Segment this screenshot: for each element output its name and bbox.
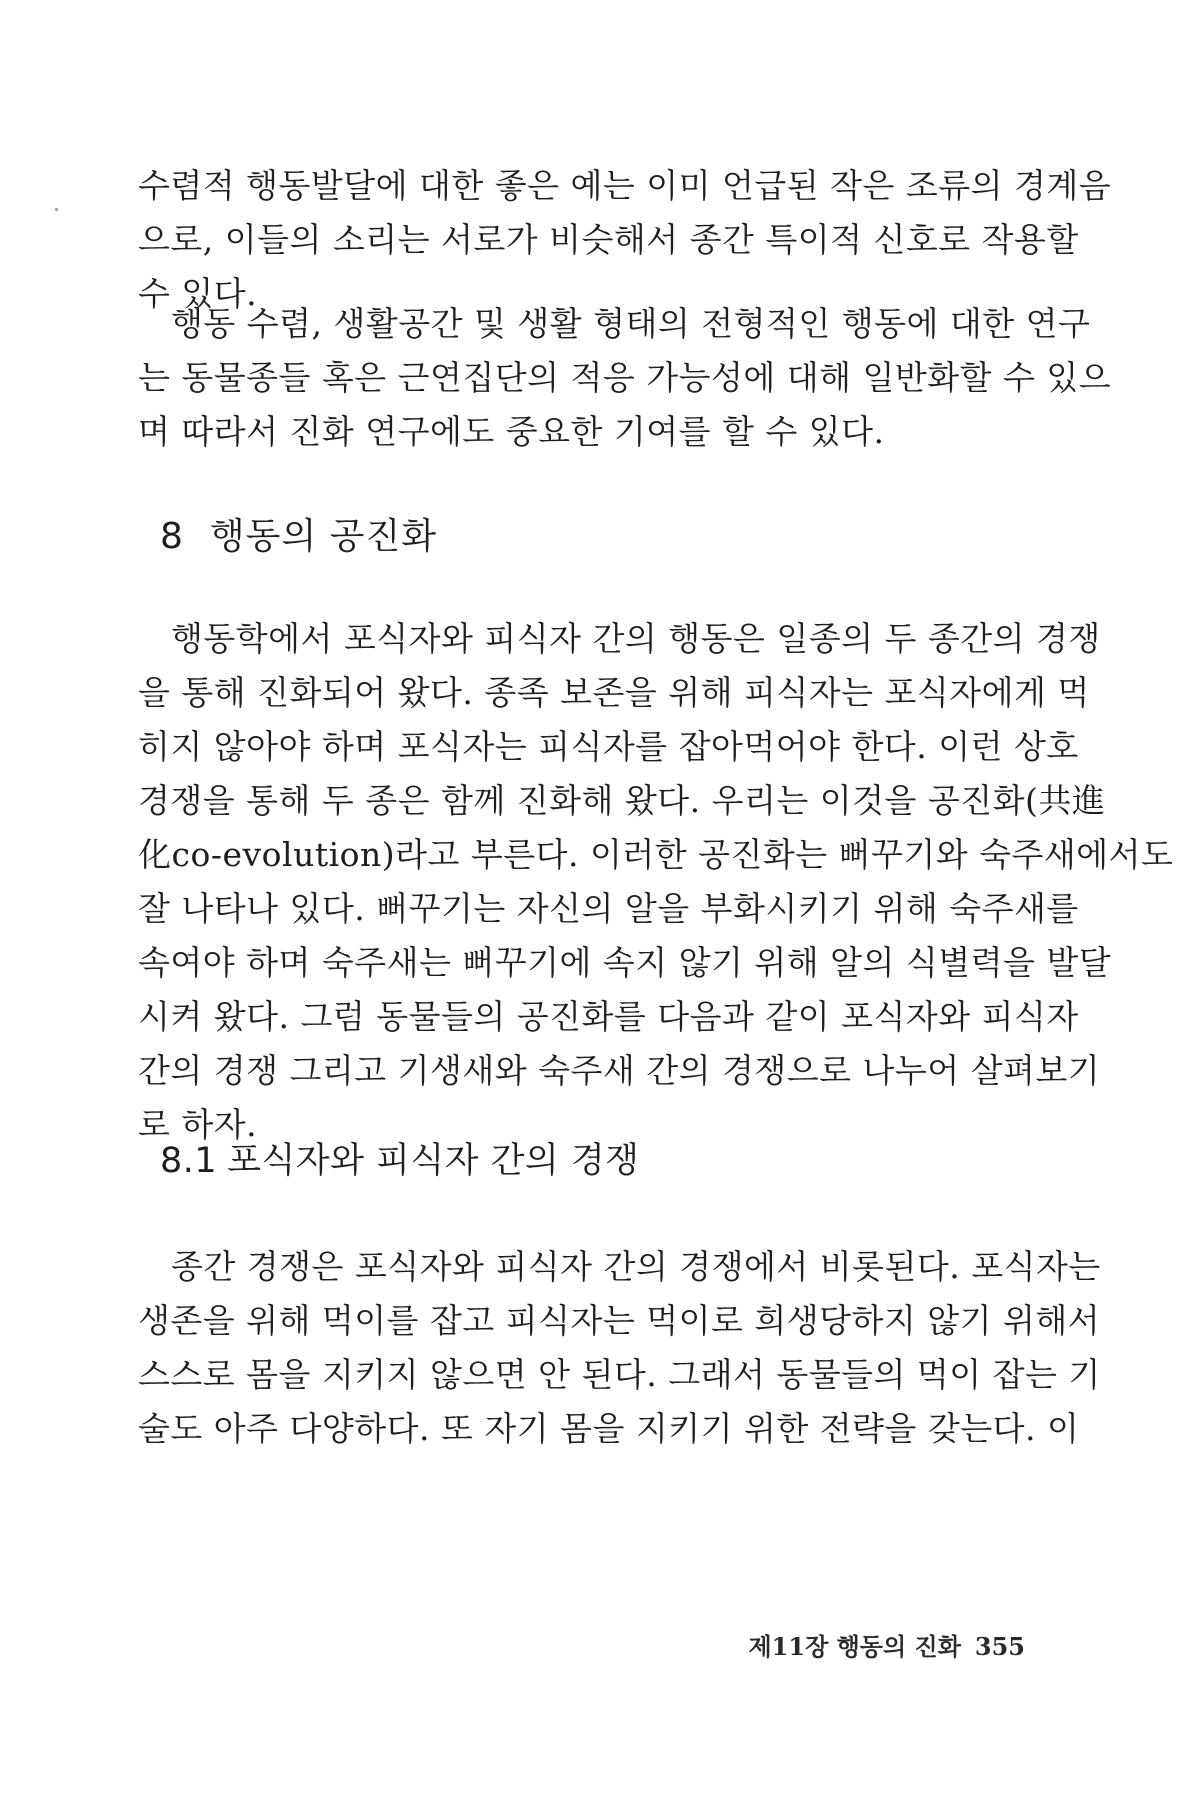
text-line: 로 하자. xyxy=(138,1105,258,1144)
text-line: 속여야 하며 숙주새는 뻐꾸기에 속지 않기 위해 알의 식별력을 발달 xyxy=(138,943,1112,982)
text-line: 수 있다. xyxy=(138,274,258,313)
text-line: 스스로 몸을 지키지 않으면 안 된다. 그래서 동물들의 먹이 잡는 기 xyxy=(138,1355,1101,1394)
page-number: 355 xyxy=(974,1632,1025,1661)
text-line: 종간 경쟁은 포식자와 피식자 간의 경쟁에서 비롯된다. 포식자는 xyxy=(171,1247,1101,1286)
text-line: 시켜 왔다. 그럼 동물들의 공진화를 다음과 같이 포식자와 피식자 xyxy=(138,997,1079,1036)
text-line: 수렴적 행동발달에 대한 좋은 예는 이미 언급된 작은 조류의 경계음 xyxy=(138,166,1112,205)
text-line: 며 따라서 진화 연구에도 중요한 기여를 할 수 있다. xyxy=(138,412,885,451)
text-line: 化co-evolution)라고 부른다. 이러한 공진화는 뻐꾸기와 숙주새에서도 xyxy=(138,835,1174,874)
text-line: 을 통해 진화되어 왔다. 종족 보존을 위해 피식자는 포식자에게 먹 xyxy=(138,673,1090,712)
section-title-text: 행동의 공진화 xyxy=(209,516,438,557)
top-paragraph-2 xyxy=(138,297,1112,459)
text-line: 술도 아주 다양하다. 또 자기 몸을 지키기 위한 전략을 갖는다. 이 xyxy=(138,1409,1080,1448)
text-line: 간의 경쟁 그리고 기생새와 숙주새 간의 경쟁으로 나누어 살펴보기 xyxy=(138,1051,1101,1090)
subsection-number: 8.1 xyxy=(160,1141,218,1181)
page-footer xyxy=(735,1630,1025,1664)
subsection-heading xyxy=(160,1136,639,1186)
text-line: 행동학에서 포식자와 피식자 간의 행동은 일종의 두 종간의 경쟁 xyxy=(171,619,1101,658)
text-line: 생존을 위해 먹이를 잡고 피식자는 먹이로 희생당하지 않기 위해서 xyxy=(138,1301,1101,1340)
running-chapter-title: 제11장 행동의 진화 xyxy=(748,1632,961,1661)
subsection-title-text: 포식자와 피식자 간의 경쟁 xyxy=(227,1141,640,1181)
subsection-paragraph xyxy=(138,1240,1101,1456)
text-line: 경쟁을 통해 두 종은 함께 진화해 왔다. 우리는 이것을 공진화(共進 xyxy=(138,781,1106,820)
text-line: 히지 않아야 하며 포식자는 피식자를 잡아먹어야 한다. 이런 상호 xyxy=(138,727,1079,766)
text-line: 행동 수렴, 생활공간 및 생활 형태의 전형적인 행동에 대한 연구 xyxy=(171,304,1091,343)
text-line: 으로, 이들의 소리는 서로가 비슷해서 종간 특이적 신호로 작용할 xyxy=(138,220,1079,259)
section-paragraph xyxy=(138,612,1174,1152)
section-number: 8 xyxy=(160,516,184,557)
text-line: 잘 나타나 있다. 뻐꾸기는 자신의 알을 부화시키기 위해 숙주새를 xyxy=(138,889,1079,928)
scan-speck xyxy=(55,208,58,211)
text-line: 는 동물종들 혹은 근연집단의 적응 가능성에 대해 일반화할 수 있으 xyxy=(138,358,1112,397)
section-heading xyxy=(160,512,437,562)
